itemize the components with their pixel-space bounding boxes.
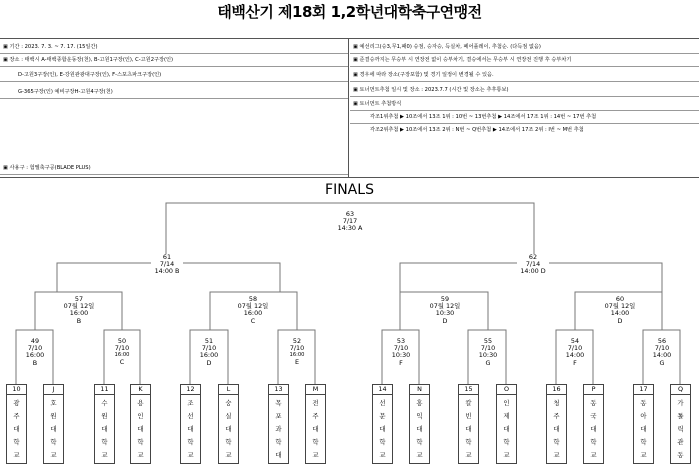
game-59 <box>426 296 464 325</box>
game-52-time: 16:00 <box>289 352 305 358</box>
info-venue-2: D-고원3구장(인), E-강원관광대구장(인), F-스포츠파크구장(인) <box>0 70 348 82</box>
team-name: 전 주 대 학 교 <box>312 399 319 459</box>
team-code: 12 <box>181 385 200 395</box>
info-period: ▣ 기간 : 2023. 7. 3. ~ 7. 17. (15일간) <box>0 42 348 54</box>
team-name: 선 문 대 학 교 <box>379 399 386 459</box>
team-name: 호 원 대 학 교 <box>50 399 57 459</box>
game-61 <box>151 254 183 276</box>
info-draw-method-1: 각조1위추첨 ▶ 10조에서 13조 1위 : 10번 ~ 13번추첨 ▶ 14조에서 17조 1위 : 14번 ~ 17번 추첨 <box>350 112 699 124</box>
game-51-date: 7/10 <box>201 344 217 353</box>
game-54-venue: F <box>573 358 577 367</box>
game-58-date: 07월 12일 <box>237 302 269 311</box>
game-61-no: 61 <box>162 253 172 261</box>
team-box <box>268 384 289 464</box>
game-63-date: 7/17 <box>342 217 358 226</box>
game-53-no: 53 <box>396 337 406 345</box>
game-59-no: 59 <box>440 295 450 303</box>
team-box <box>6 384 27 464</box>
game-59-time: 10:30 <box>435 309 455 318</box>
team-code: M <box>306 385 325 395</box>
game-49-venue: B <box>32 358 38 367</box>
info-weather: ▣ 경우에 따라 장소(구장포함) 및 경기 일정이 변경될 수 있음. <box>350 70 699 82</box>
game-62-no: 62 <box>528 253 538 261</box>
game-51 <box>198 338 220 367</box>
game-56 <box>651 338 673 367</box>
info-promotion: ▣ 예선리그(승3,무1,패0) 승점, 승자승, 득실차, 페어플레이, 추첨순. (다득점 없음) <box>350 42 699 54</box>
game-56-venue: G <box>659 358 665 367</box>
game-61-date: 7/14 <box>159 260 175 269</box>
game-52 <box>286 338 308 366</box>
game-50-time: 16:00 <box>114 352 130 358</box>
game-54-no: 54 <box>570 337 580 345</box>
team-code: O <box>497 385 516 395</box>
team-code: 17 <box>634 385 653 395</box>
game-53-time: 10:30 <box>391 351 411 360</box>
game-59-venue: D <box>442 316 448 325</box>
game-55-venue: G <box>485 358 491 367</box>
team-code: 10 <box>7 385 26 395</box>
game-54 <box>564 338 586 367</box>
team-box <box>458 384 479 464</box>
team-box <box>409 384 430 464</box>
team-code: 16 <box>547 385 566 395</box>
game-53-date: 7/10 <box>393 344 409 353</box>
game-50-date: 7/10 <box>114 344 130 352</box>
game-60-date: 07월 12일 <box>604 302 636 311</box>
game-51-no: 51 <box>204 337 214 345</box>
game-62 <box>517 254 549 276</box>
game-60 <box>601 296 639 325</box>
team-box <box>546 384 567 464</box>
game-55-no: 55 <box>483 337 493 345</box>
team-code: J <box>44 385 63 395</box>
game-51-venue: D <box>206 358 212 367</box>
team-name: 가 톨 릭 관 동 <box>677 399 684 459</box>
team-box <box>372 384 393 464</box>
game-58-no: 58 <box>248 295 258 303</box>
team-box <box>633 384 654 464</box>
game-56-date: 7/10 <box>654 344 670 353</box>
team-name: 조 선 대 학 교 <box>187 399 194 459</box>
team-box <box>180 384 201 464</box>
game-61-time: 14:00 B <box>154 267 180 276</box>
game-50-venue: C <box>119 358 125 366</box>
game-53-venue: F <box>399 358 403 367</box>
team-code: 15 <box>459 385 478 395</box>
page-title: 태백산기 제18회 1,2학년대학축구연맹전 <box>217 3 482 21</box>
game-49 <box>24 338 46 367</box>
team-code: 11 <box>95 385 114 395</box>
game-50-no: 50 <box>117 337 127 345</box>
team-box <box>218 384 239 464</box>
game-55-time: 10:30 <box>478 351 498 360</box>
game-58-time: 16:00 <box>243 309 263 318</box>
game-52-venue: E <box>294 358 300 366</box>
team-name: 동 국 대 학 교 <box>590 399 597 459</box>
team-name: 용 인 대 학 교 <box>137 399 144 459</box>
game-58 <box>234 296 272 325</box>
game-57-venue: B <box>76 316 82 325</box>
game-54-time: 14:00 <box>565 351 585 360</box>
game-62-date: 7/14 <box>525 260 541 269</box>
team-code: L <box>219 385 238 395</box>
info-venue-3: G-365구장(인) 예비구장H-고원4구장(천) <box>0 87 348 99</box>
game-57 <box>60 296 98 325</box>
game-60-time: 14:00 <box>610 309 630 318</box>
info-venue-1: ▣ 장소 : 태백시 A-태백종합운동장(천), B-고원1구장(인), C-고원2구장(인) <box>0 55 348 67</box>
game-63 <box>334 211 366 233</box>
game-57-date: 07월 12일 <box>63 302 95 311</box>
team-name: 청 주 대 학 교 <box>553 399 560 459</box>
game-50 <box>111 338 133 366</box>
game-59-date: 07월 12일 <box>429 302 461 311</box>
game-49-time: 16:00 <box>25 351 45 360</box>
team-code: 13 <box>269 385 288 395</box>
game-53 <box>390 338 412 367</box>
game-57-time: 16:00 <box>69 309 89 318</box>
team-name: 동 아 대 학 교 <box>640 399 647 459</box>
team-name: 수 원 대 학 교 <box>101 399 108 459</box>
team-name: 인 제 대 학 교 <box>503 399 510 459</box>
game-56-time: 14:00 <box>652 351 672 360</box>
info-draw-schedule: ▣ 토너먼트추첨 일시 및 장소 : 2023.7.7 (시간 및 장소는 추후통보) <box>350 85 699 97</box>
game-55 <box>477 338 499 367</box>
game-54-date: 7/10 <box>567 344 583 353</box>
game-56-no: 56 <box>657 337 667 345</box>
team-name: 숭 실 대 학 교 <box>225 399 232 459</box>
game-57-no: 57 <box>74 295 84 303</box>
info-draw-method-2: 각조2위추첨 ▶ 10조에서 13조 2위 : N번 ~ Q번추첨 ▶ 14조에서 17조 2위 : I번 ~ M번 추첨 <box>370 127 584 133</box>
finals-label: FINALS <box>325 182 374 198</box>
game-55-date: 7/10 <box>480 344 496 353</box>
game-51-time: 16:00 <box>199 351 219 360</box>
team-name: 홍 익 대 학 교 <box>416 399 423 459</box>
game-49-no: 49 <box>30 337 40 345</box>
team-code: 14 <box>373 385 392 395</box>
game-63-time: 14:30 A <box>337 224 363 233</box>
team-box <box>130 384 151 464</box>
game-63-no: 63 <box>345 210 355 218</box>
team-box <box>94 384 115 464</box>
game-58-venue: C <box>250 316 256 325</box>
info-tournament-rule: ▣ 준결승까지는 무승부 시 연장전 없이 승부차기, 결승에서는 무승부 시 연장전 진행 후 승부차기 <box>350 55 699 67</box>
team-box <box>43 384 64 464</box>
team-box <box>670 384 691 464</box>
team-code: N <box>410 385 429 395</box>
info-ball: ▣ 사용구 : 험멜축구공(BLADE PLUS) <box>0 163 348 175</box>
team-name: 광 주 대 학 교 <box>13 399 20 459</box>
game-52-no: 52 <box>292 337 302 345</box>
team-box <box>496 384 517 464</box>
game-62-time: 14:00 D <box>520 267 546 276</box>
game-49-date: 7/10 <box>27 344 43 353</box>
team-box <box>305 384 326 464</box>
team-code: Q <box>671 385 690 395</box>
game-60-no: 60 <box>615 295 625 303</box>
game-52-date: 7/10 <box>289 344 305 352</box>
team-code: P <box>584 385 603 395</box>
team-name: 칼 빈 대 학 교 <box>465 399 472 459</box>
info-draw-method-title: ▣ 토너먼트 추첨방식 <box>350 99 699 111</box>
game-60-venue: D <box>617 316 623 325</box>
team-code: K <box>131 385 150 395</box>
team-name: 목 포 과 학 대 <box>275 399 282 459</box>
team-box <box>583 384 604 464</box>
